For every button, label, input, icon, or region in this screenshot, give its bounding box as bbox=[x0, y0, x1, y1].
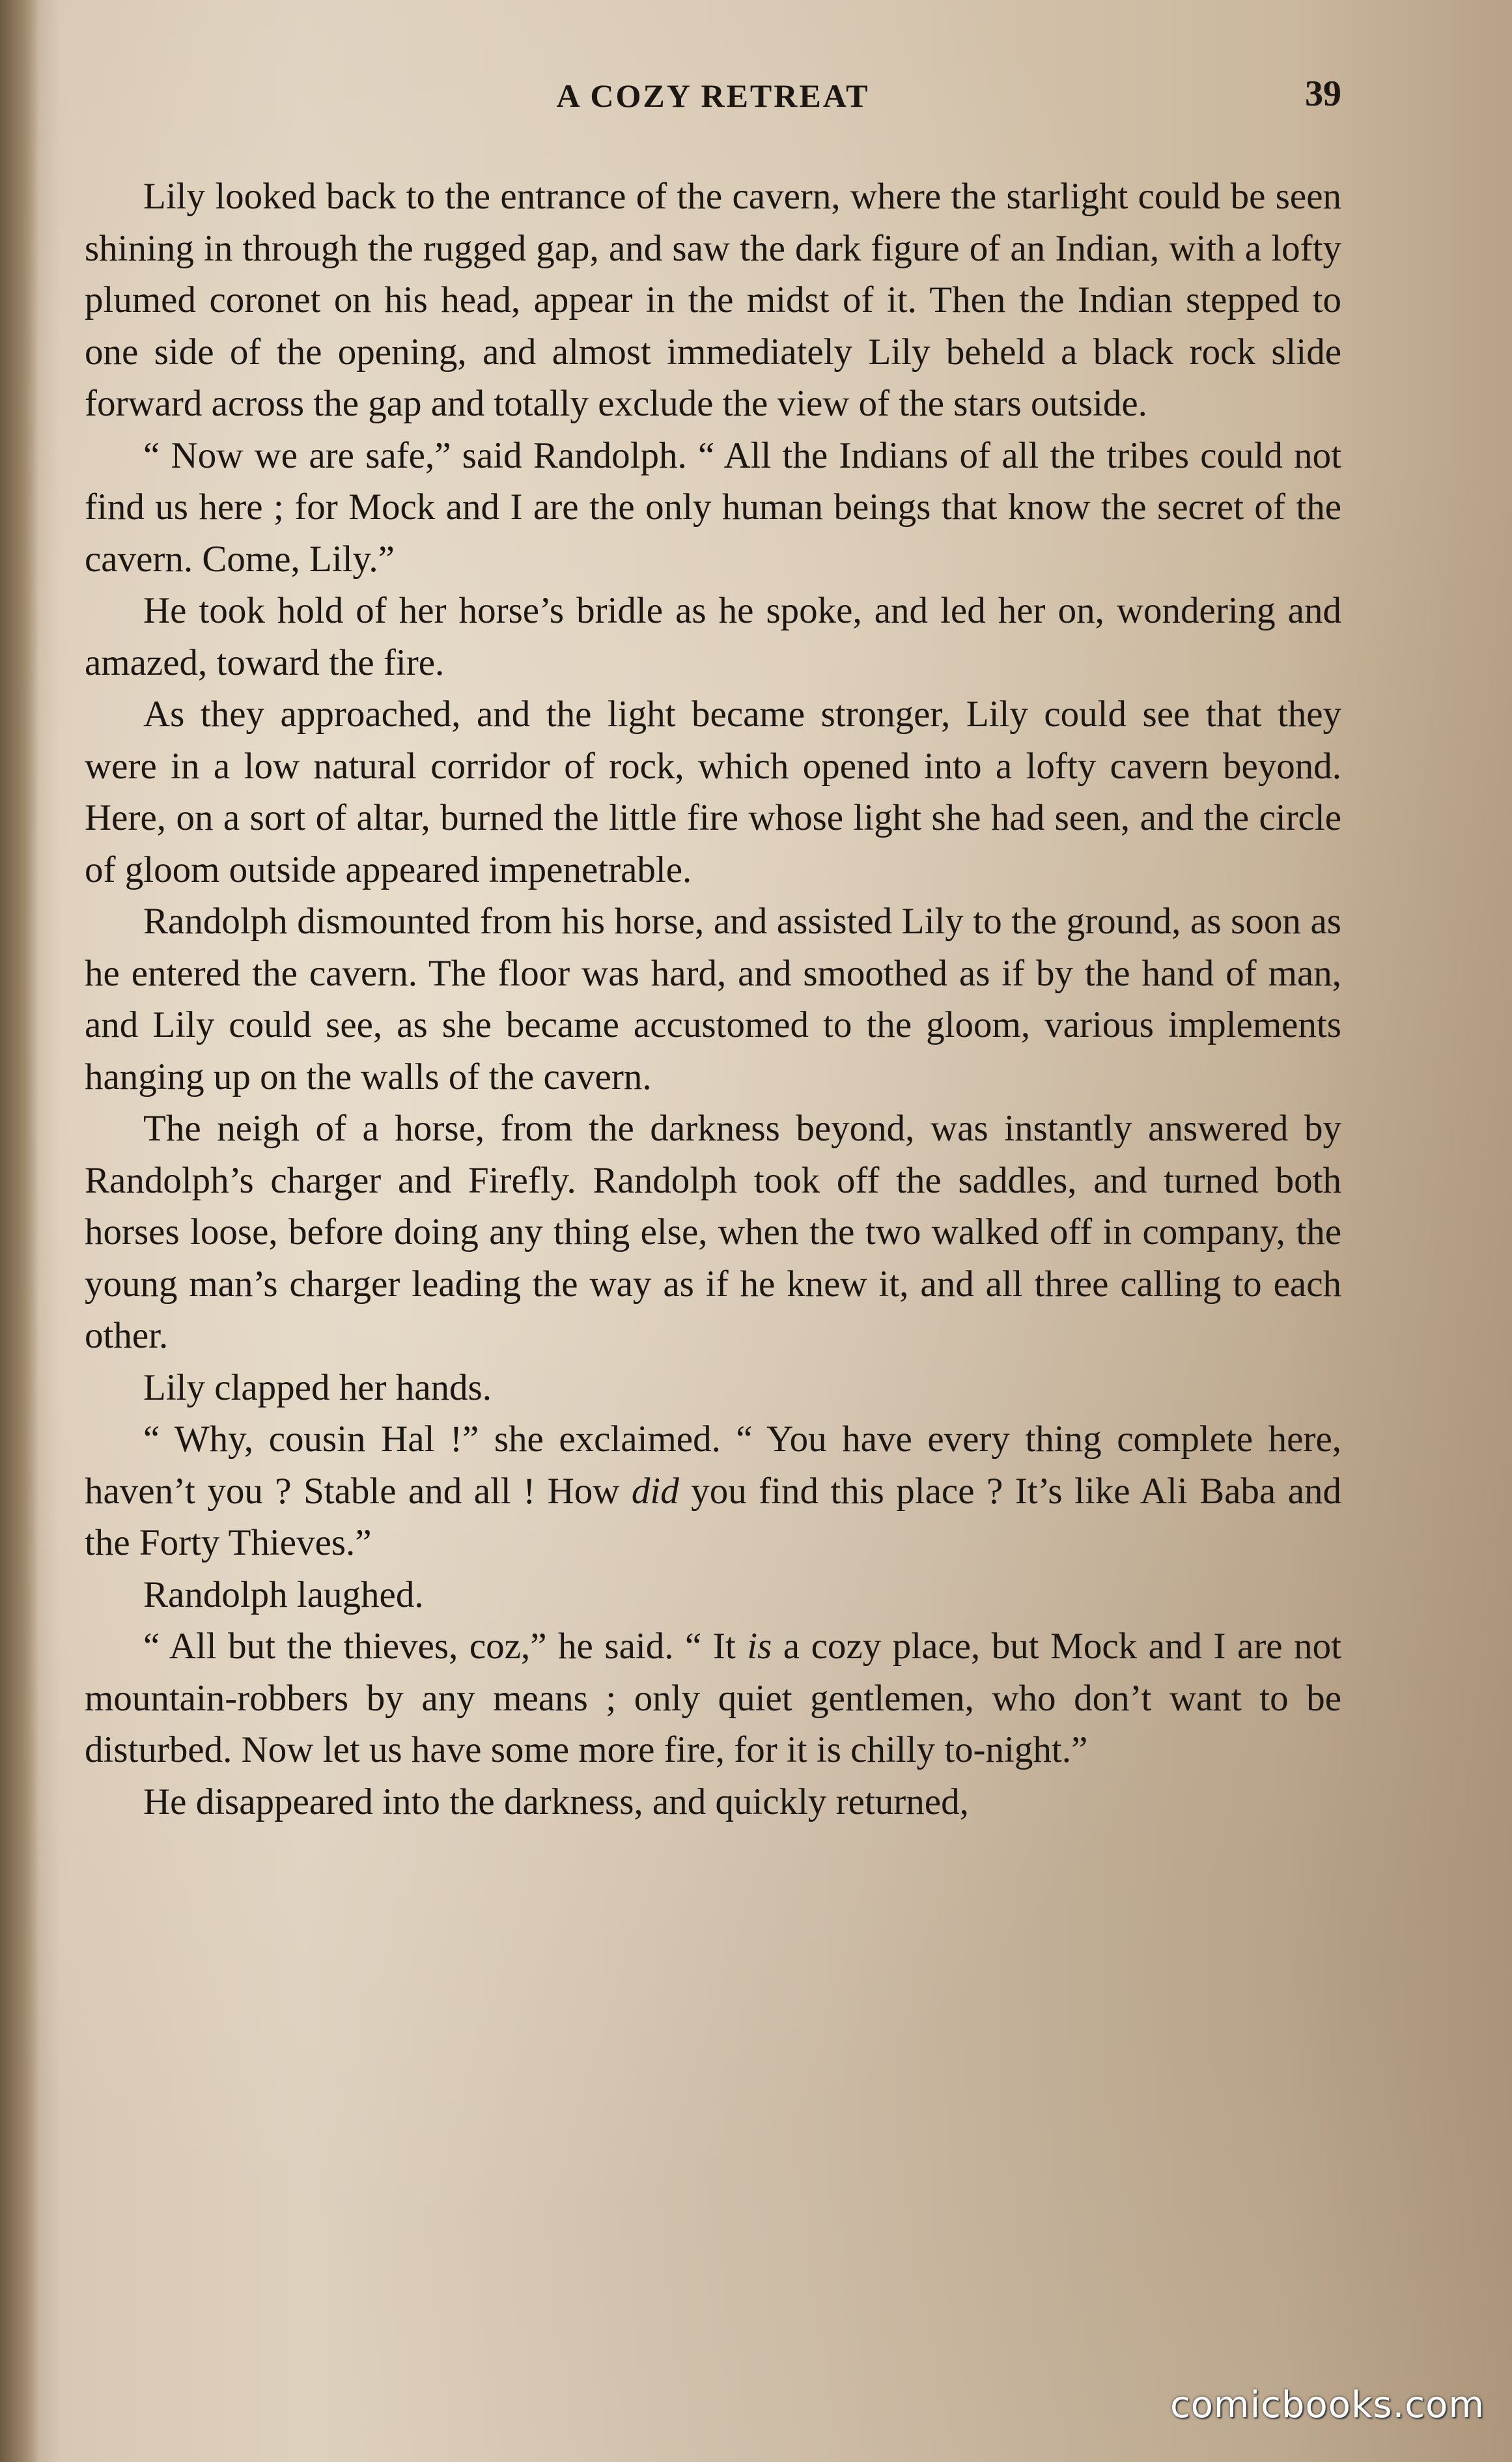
paragraph: “ Now we are safe,” said Randolph. “ All the Indians of all the tribes could not find us here ; for Mock and I are the only human beings that know the secret of the cavern. Come, Lily.” bbox=[85, 434, 1341, 580]
paragraph: Lily clapped her hands. bbox=[143, 1366, 492, 1408]
paragraph bbox=[85, 1413, 1341, 1569]
emphasis: is bbox=[747, 1626, 772, 1667]
text-run: “ Why, cousin Hal !” she exclaimed. “ You have every thing complete here, haven’t you ? Stable and all ! How bbox=[85, 1419, 1341, 1512]
page-number: 39 bbox=[1305, 74, 1341, 114]
paragraph: He disappeared into the darkness, and quickly returned, bbox=[143, 1781, 969, 1822]
paragraph: Randolph laughed. bbox=[143, 1574, 424, 1615]
paragraph: He took hold of her horse’s bridle as he spoke, and led her on, wondering and amazed, toward the fire. bbox=[85, 590, 1341, 683]
emphasis: did bbox=[631, 1470, 679, 1512]
text-run: “ All but the thieves, coz,” he said. “ It bbox=[143, 1626, 748, 1667]
paragraph: Randolph dismounted from his horse, and assisted Lily to the ground, as soon as he entered the cavern. The floor was hard, and smoothed as if by the hand of man, and Lily could see, as she became accustomed to the gloom, various implements hanging up on the walls of the cavern. bbox=[85, 901, 1341, 1097]
page-left-edge bbox=[0, 0, 39, 2462]
watermark: comicbooks.com bbox=[1169, 2384, 1485, 2426]
text-run: a cozy place, but Mock and I are not mountain-robbers by any means ; only quiet gentlemen, who don’t want to be disturbed. Now let us have some more fire, for it is chilly to-night.” bbox=[85, 1626, 1341, 1770]
paragraph: The neigh of a horse, from the darkness beyond, was instantly answered by Randolph’s charger and Firefly. Randolph took off the saddles, and turned both horses loose, before doing any thing else, when the two walked off in company, the young man’s charger leading the way as if he knew it, and all three calling to each other. bbox=[85, 1108, 1341, 1356]
paragraph: As they approached, and the light became stronger, Lily could see that they were in a low natural corridor of rock, which opened into a lofty cavern beyond. Here, on a sort of altar, burned the little fire whose light she had seen, and the circle of gloom outside appeared impenetrable. bbox=[85, 694, 1341, 890]
text-run: you find this place ? It’s like Ali Baba and the Forty Thieves.” bbox=[85, 1470, 1341, 1563]
paragraph: Lily looked back to the entrance of the cavern, where the starlight could be seen shining in through the rugged gap, and saw the dark figure of an Indian, with a lofty plumed coronet on his head, appear in the midst of it. Then the Indian stepped to one side of the opening, and almost immediately Lily beheld a black rock slide forward across the gap and totally exclude the view of the stars outside. bbox=[85, 176, 1341, 424]
running-head: A COZY RETREAT bbox=[556, 78, 870, 114]
paragraph bbox=[85, 1620, 1341, 1776]
page-header bbox=[85, 73, 1341, 132]
body-text bbox=[85, 171, 1341, 1828]
